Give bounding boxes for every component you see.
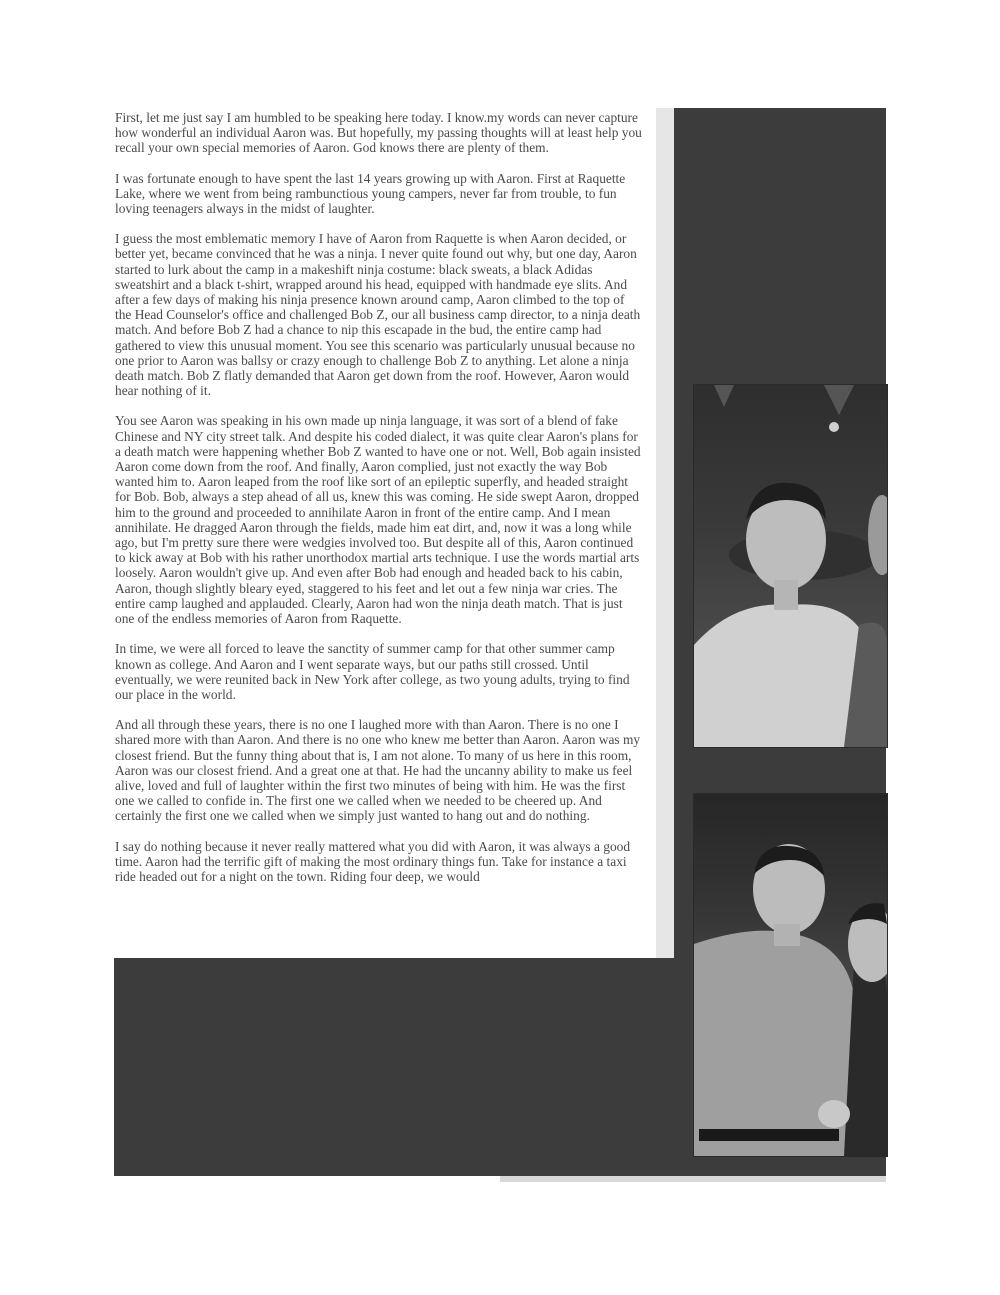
- page-edge-strip: [656, 108, 674, 958]
- paragraph: And all through these years, there is no one I laughed more with than Aaron. There is no one I shared more with than Aaron. And there is no one who knew me better than Aaron. Aaron was my closest friend. But the funny thing about that is, I am not alone. To many of us here in this room, Aaron was our closest friend. And a great one at that. He had the uncanny ability to make us feel alive, loved and full of laughter within the first two minutes of being with him. He was the first one we called to confide in. The first one we called when we needed to be cheered up. And certainly the first one we called when we simply just wanted to hang out and do nothing.: [115, 717, 641, 824]
- paragraph: First, let me just say I am humbled to be speaking here today. I know.my words can never capture how wonderful an individual Aaron was. But hopefully, my passing thoughts will at least help you recall your own special memories of Aaron. God knows there are plenty of them.: [115, 110, 642, 156]
- eulogy-text: [115, 110, 643, 899]
- photo-1-illustration: [694, 385, 887, 747]
- paragraph: In time, we were all forced to leave the sanctity of summer camp for that other summer camp known as college. And Aaron and I went separate ways, but our paths still crossed. Until eventually, we were reunited back in New York after college, as two young adults, trying to find our place in the world.: [115, 641, 630, 702]
- photo-2-illustration: [694, 794, 887, 1156]
- photo-young-man-smiling: [693, 384, 888, 748]
- page-bottom-edge: [500, 1176, 886, 1182]
- paragraph: I was fortunate enough to have spent the last 14 years growing up with Aaron. First at Raquette Lake, where we went from being rambunctious young campers, never far from trouble, to fun loving teenagers always in the midst of laughter.: [115, 170, 626, 217]
- paragraph: I say do nothing because it never really mattered what you did with Aaron, it was always a good time. Aaron had the terrific gift of making the most ordinary things fun. Take for instance a taxi ride headed out for a night on the town. Riding four deep, we would: [115, 838, 631, 884]
- photo-two-young-men: [693, 793, 888, 1157]
- paragraph: I guess the most emblematic memory I have of Aaron from Raquette is when Aaron decided, or better yet, became convinced that he was a ninja. I never quite found out why, but one day, Aaron started to lurk about the camp in a makeshift ninja costume: black sweats, a black Adidas sweatshirt and a black t-shirt, wrapped around his head, equipped with handmade eye slits. And after a few days of making his ninja presence known around camp, Aaron climbed to the top of the Head Counselor's office and challenged Bob Z, our all business camp director, to a ninja death match. And before Bob Z had a chance to nip this escapade in the bud, the entire camp had gathered to view this unusual moment. You see this scenario was particularly unusual because no one prior to Aaron was ballsy or crazy enough to challenge Bob Z to anything. Let alone a ninja death match. Bob Z flatly demanded that Aaron get down from the roof. However, Aaron would hear nothing of it.: [115, 231, 641, 399]
- paragraph: You see Aaron was speaking in his own made up ninja language, it was sort of a blend of fake Chinese and NY city street talk. And despite his coded dialect, it was quite clear Aaron's plans for a death match were happening whether Bob Z wanted to have one or not. Well, Bob again insisted Aaron come down from the roof. And finally, Aaron complied, just not exactly the way Bob wanted him to. Aaron leaped from the roof like sort of an epileptic superfly, and headed straight for Bob. Bob, always a step ahead of all us, knew this was coming. He side swept Aaron, dropped him to the ground and proceeded to annihilate Aaron in front of the entire camp. And I mean annihilate. He dragged Aaron through the fields, made him eat dirt, and, now it was a long while ago, but I'm pretty sure there were wedgies involved too. But despite all of this, Aaron continued to kick away at Bob with his rather unorthodox martial arts technique. I use the words martial arts loosely. Aaron wouldn't give up. And even after Bob had enough and headed back to his cabin, Aaron, though slightly bleary eyed, staggered to his feet and let out a few ninja war cries. The entire camp laughed and applauded. Clearly, Aaron had won the ninja death match. That is just one of the endless memories of Aaron from Raquette.: [115, 413, 641, 627]
